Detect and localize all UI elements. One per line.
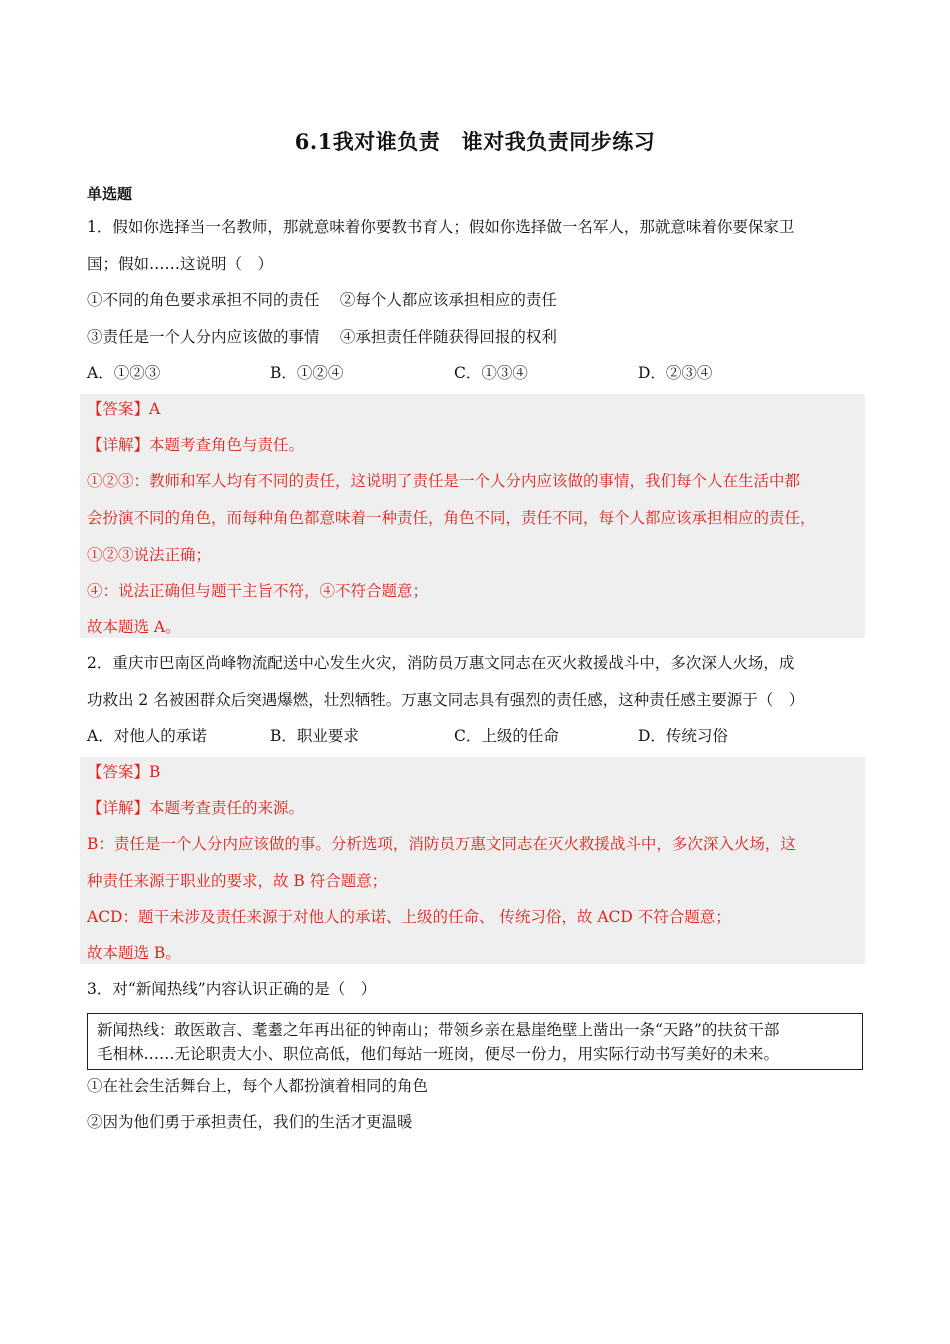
q2-detail-heading: 【详解】本题考查责任的来源。	[87, 799, 305, 817]
q2-stem-line2: 功救出 2 名被困群众后突遇爆燃，壮烈牺牲。万惠文同志具有强烈的责任感，这种责任感主要源于（ ）	[87, 691, 805, 709]
q1-explanation-line4: ④：说法正确但与题干主旨不符，④不符合题意；	[87, 582, 429, 600]
q1-explanation-line5: 故本题选 A。	[87, 618, 181, 636]
q1-option-d: D．②③④	[638, 364, 713, 382]
q1-option-a: A．①②③	[87, 364, 161, 382]
q1-statement-line1: ①不同的角色要求承担不同的责任 ②每个人都应该承担相应的责任	[87, 291, 557, 309]
q2-option-a: A．对他人的承诺	[87, 727, 207, 745]
q1-stem-line1: 1．假如你选择当一名教师，那就意味着你要教书育人；假如你选择做一名军人，那就意味着你要保家卫	[87, 218, 795, 236]
q3-statement-line1: ①在社会生活舞台上，每个人都扮演着相同的角色	[87, 1077, 429, 1095]
q2-option-d: D．传统习俗	[638, 727, 728, 745]
q2-option-b: B．职业要求	[270, 727, 359, 745]
q2-explanation-line1: B：责任是一个人分内应该做的事。分析选项，消防员万惠文同志在灭火救援战斗中，多次深入火场，这	[87, 835, 796, 853]
section-heading: 单选题	[87, 185, 133, 203]
q3-statement-line2: ②因为他们勇于承担责任，我们的生活才更温暖	[87, 1113, 413, 1131]
news-line2: 毛相林……无论职责大小、职位高低，他们每站一班岗，便尽一份力，用实际行动书写美好的未来。	[97, 1045, 780, 1063]
q2-stem-line1: 2．重庆市巴南区尚峰物流配送中心发生火灾，消防员万惠文同志在灭火救援战斗中，多次深人火场，成	[87, 654, 795, 672]
q2-option-c: C．上级的任命	[454, 727, 559, 745]
news-hotline-box	[87, 1013, 863, 1070]
q1-explanation-line2: 会扮演不同的角色，而每种角色都意味着一种责任，角色不同，责任不同，每个人都应该承担相应的责任，	[87, 509, 816, 527]
q1-detail-heading: 【详解】本题考查角色与责任。	[87, 436, 305, 454]
q1-option-c: C．①③④	[454, 364, 528, 382]
q3-stem: 3．对“新闻热线”内容认识正确的是（ ）	[87, 980, 377, 998]
q2-answer: 【答案】B	[87, 763, 161, 781]
q1-stem-line2: 国；假如……这说明（ ）	[87, 255, 274, 273]
q1-explanation-line3: ①②③说法正确；	[87, 546, 212, 564]
news-line1: 新闻热线：敢医敢言、耄耋之年再出征的钟南山；带领乡亲在悬崖绝壁上凿出一条“天路”的扶贫干部	[97, 1021, 780, 1039]
q2-explanation-line2: 种责任来源于职业的要求，故 B 符合题意；	[87, 872, 388, 890]
q1-explanation-line1: ①②③：教师和军人均有不同的责任，这说明了责任是一个人分内应该做的事情，我们每个人在生活中都	[87, 472, 801, 490]
q2-answer-box	[80, 757, 865, 964]
page-title: 6.1我对谁负责 谁对我负责同步练习	[294, 129, 656, 154]
q1-statement-line2: ③责任是一个人分内应该做的事情 ④承担责任伴随获得回报的权利	[87, 328, 557, 346]
q2-explanation-line4: 故本题选 B。	[87, 944, 181, 962]
q2-explanation-line3: ACD：题干未涉及责任来源于对他人的承诺、上级的任命、 传统习俗，故 ACD 不符合题意；	[87, 908, 731, 926]
q1-answer: 【答案】A	[87, 400, 161, 418]
q1-option-b: B．①②④	[270, 364, 344, 382]
